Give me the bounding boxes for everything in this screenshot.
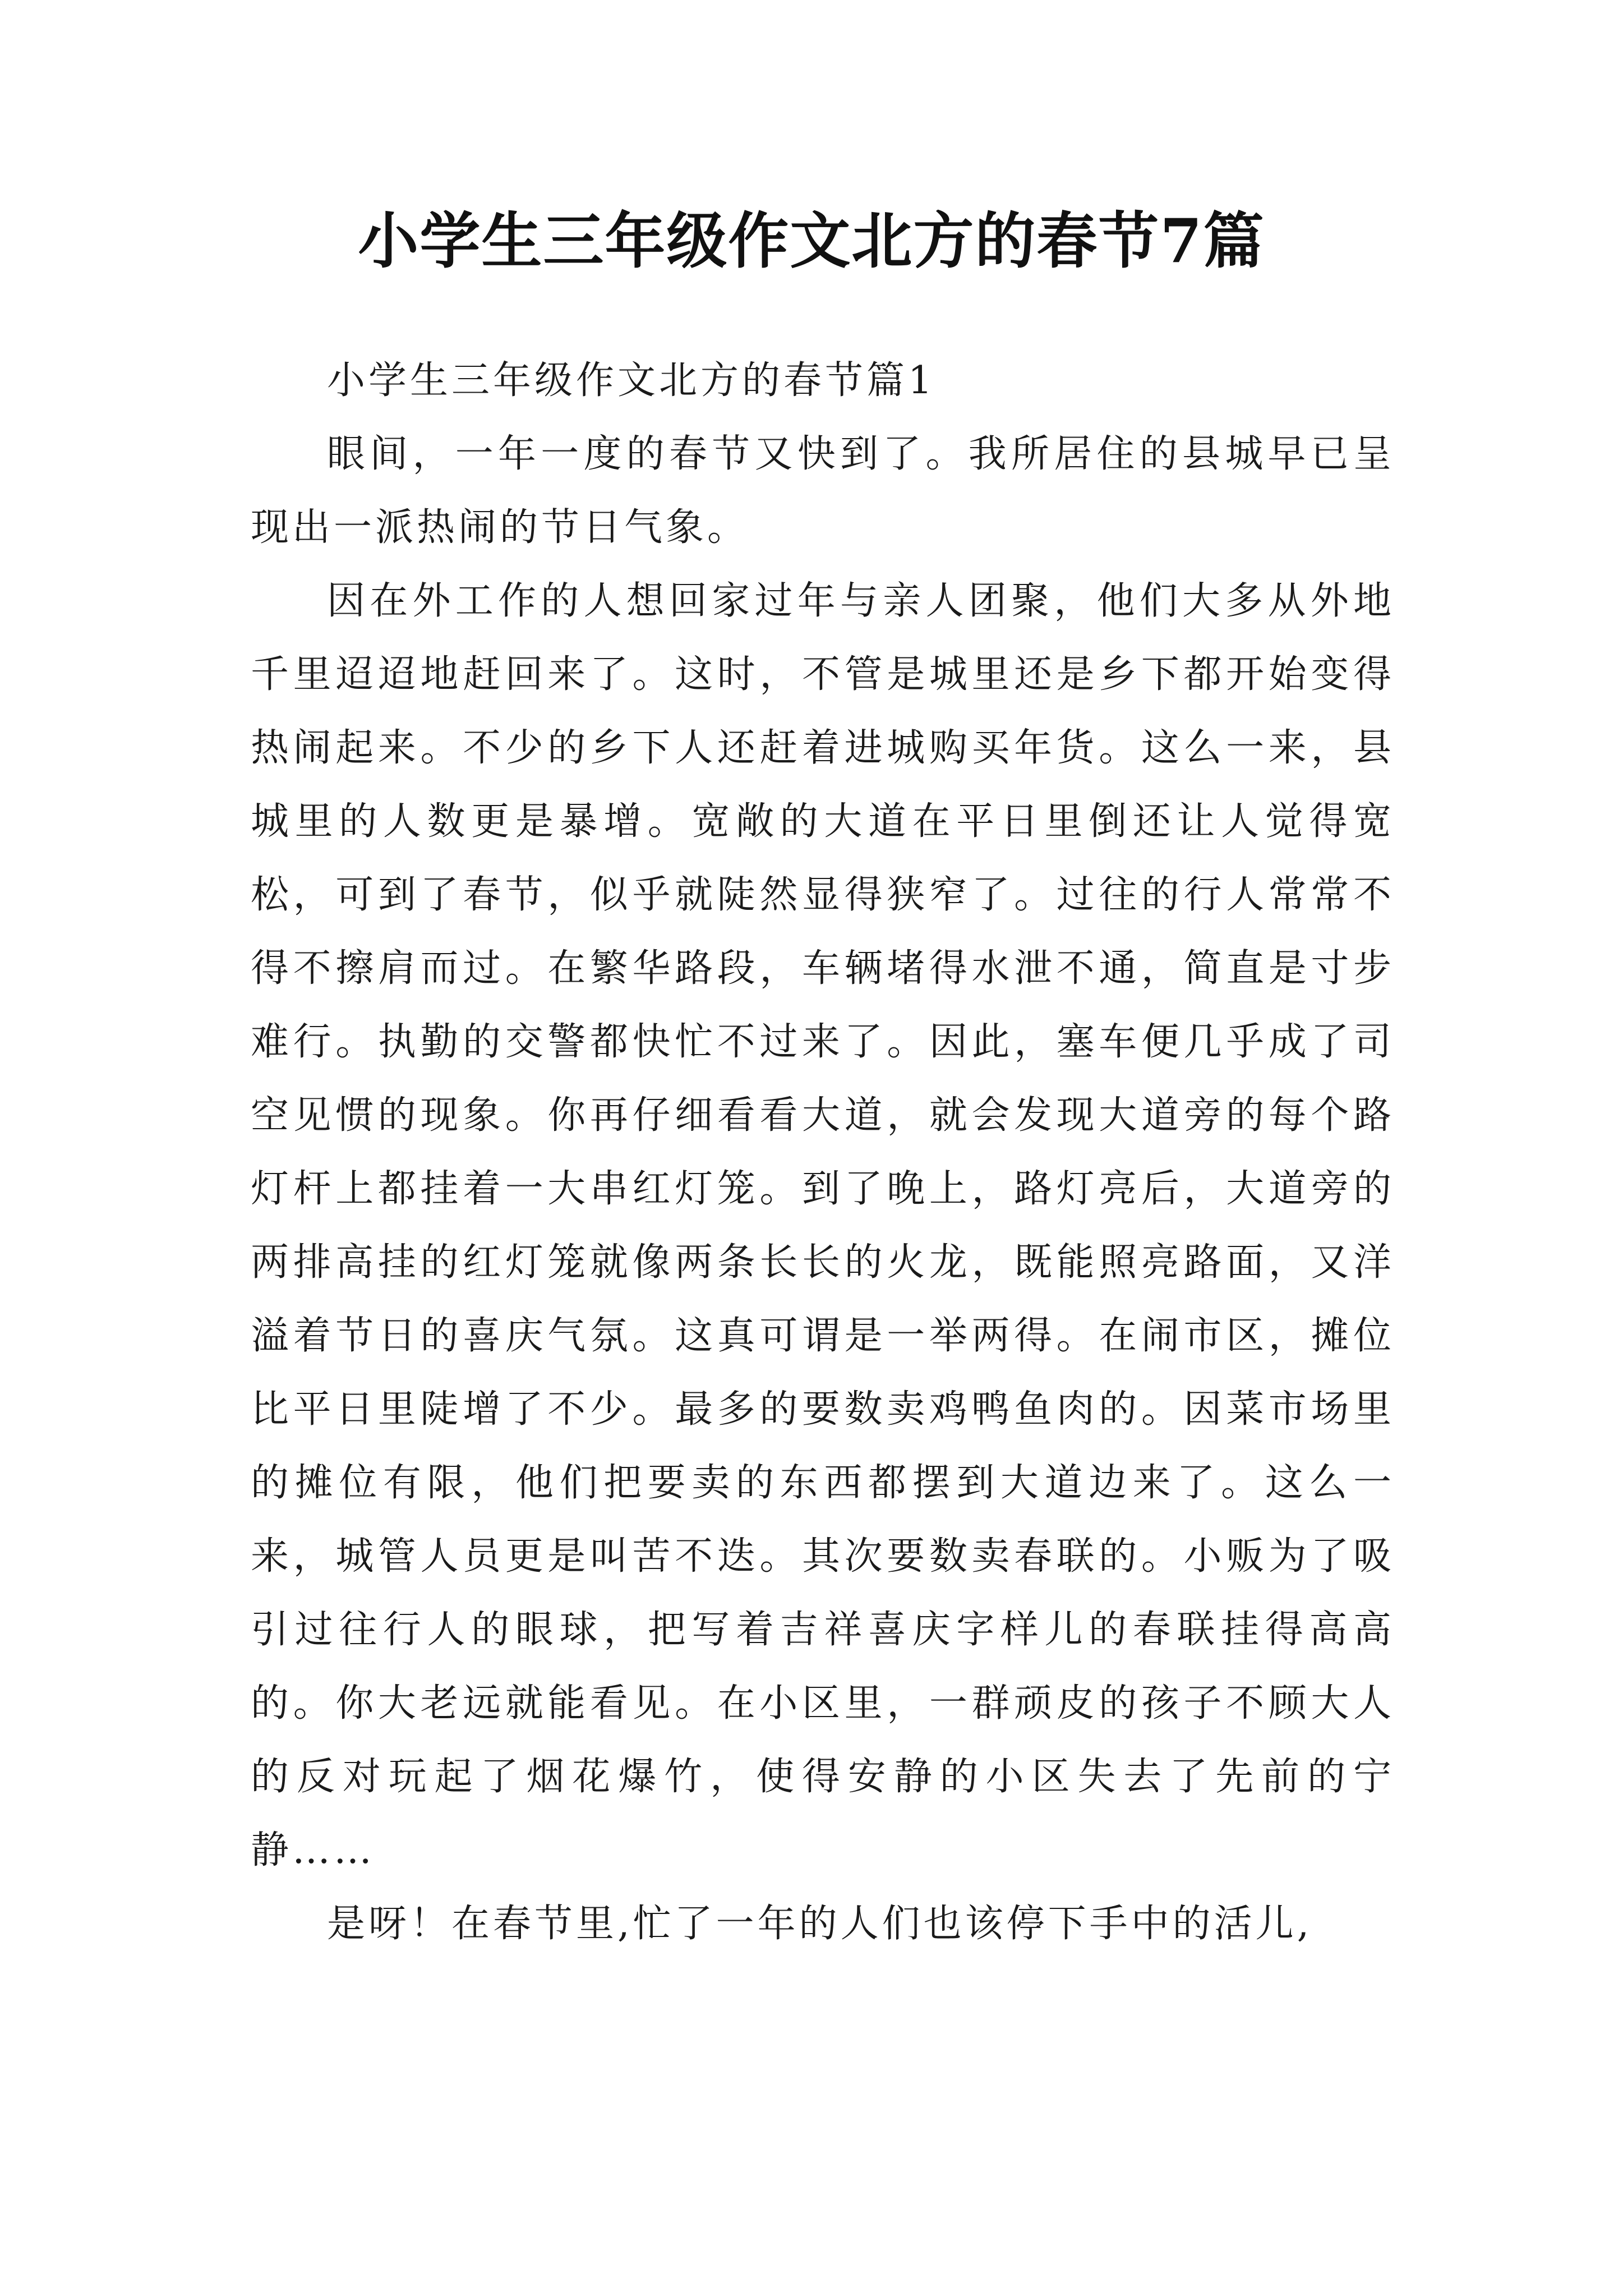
section-heading: 小学生三年级作文北方的春节篇1 <box>327 358 936 403</box>
paragraph: 是呀！在春节里,忙了一年的人们也该停下手中的活儿, <box>327 1902 1313 1946</box>
paragraph: 因在外工作的人想回家过年与亲人团聚，他们大多从外地千里迢迢地赶回来了。这时，不管是城里还是乡下都开始变得热闹起来。不少的乡下人还赶着进城购买年货。这么一来，县城里的人数更是暴增。宽敞的大道在平日里倒还让人觉得宽松，可到了春节，似乎就陡然显得狭窄了。过往的行人常常不得不擦肩而过。在繁华路段，车辆堵得水泄不通，简直是寸步难行。执勤的交警都快忙不过来了。因此，塞车便几乎成了司空见惯的现象。你再仔细看看大道，就会发现大道旁的每个路灯杆上都挂着一大串红灯笼。到了晚上，路灯亮后，大道旁的两排高挂的红灯笼就像两条长长的火龙，既能照亮路面，又洋溢着节日的喜庆气氛。这真可谓是一举两得。在闹市区，摊位比平日里陡增了不少。最多的要数卖鸡鸭鱼肉的。因菜市场里的摊位有限，他们把要卖的东西都摆到大道边来了。这么一来，城管人员更是叫苦不迭。其次要数卖春联的。小贩为了吸引过往行人的眼球，把写着吉祥喜庆字样儿的春联挂得高高的。你大老远就能看见。在小区里，一群顽皮的孩子不顾大人的反对玩起了烟花爆竹，使得安静的小区失去了先前的宁静…… <box>251 579 1395 1872</box>
paragraph: 眼间，一年一度的春节又快到了。我所居住的县城早已呈现出一派热闹的节日气象。 <box>251 432 1395 550</box>
page-title: 小学生三年级作文北方的春节7篇 <box>358 206 1265 277</box>
document-body <box>251 344 1395 1961</box>
